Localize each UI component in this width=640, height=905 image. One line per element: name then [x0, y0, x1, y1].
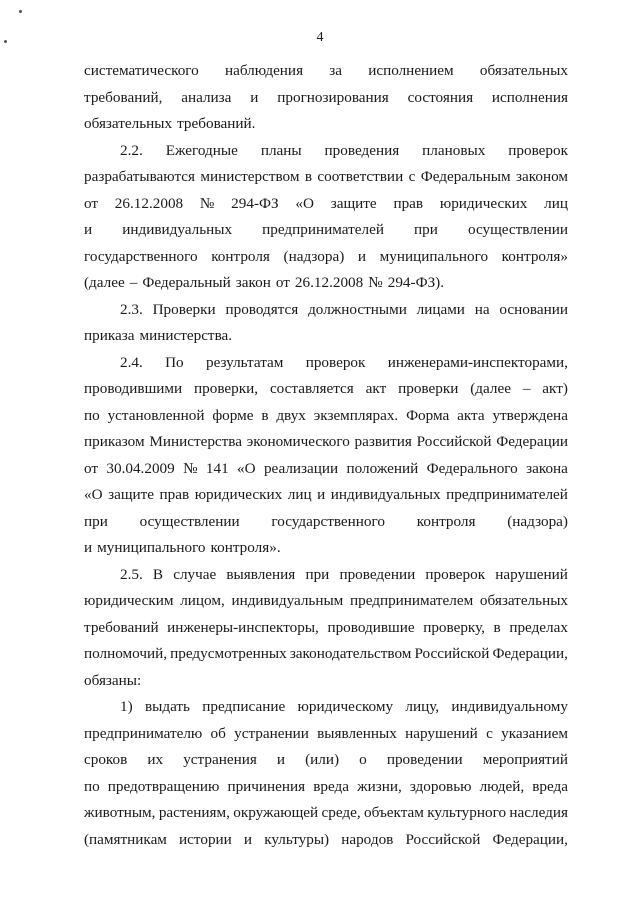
word: В	[152, 565, 164, 583]
word: 294-ФЗ).	[387, 274, 445, 291]
word: и	[357, 247, 367, 265]
word: случае	[173, 565, 217, 583]
word: Федерации	[496, 433, 568, 450]
word: проверок	[425, 565, 486, 583]
word: защите	[108, 486, 155, 503]
word: в	[493, 618, 501, 636]
word: (памятникам	[84, 830, 167, 848]
word: 2.2.	[120, 141, 143, 159]
word: приказа	[84, 327, 135, 344]
word: указанием	[501, 724, 568, 742]
word: закона	[526, 459, 568, 477]
word: №	[199, 194, 215, 212]
word: проверок	[305, 353, 366, 371]
word: проводившие	[327, 618, 415, 636]
word: проведении	[339, 565, 416, 583]
text-line	[84, 668, 568, 695]
text-line	[84, 456, 568, 483]
word: состояния	[407, 88, 474, 106]
text-line	[84, 270, 568, 297]
word: осуществлении	[468, 221, 568, 238]
word: и	[84, 539, 93, 556]
word: «О	[84, 486, 103, 503]
word: соответствии	[317, 168, 404, 185]
word: основании	[499, 300, 568, 318]
word: 26.12.2008	[114, 194, 184, 212]
word: при	[305, 565, 330, 583]
word: экономического	[246, 433, 350, 450]
word: (надзора)	[507, 512, 568, 530]
word: объектам	[364, 804, 424, 821]
word: проведении	[386, 751, 463, 768]
word: индивидуальных	[330, 486, 441, 503]
word: животным,	[84, 804, 156, 821]
word: требований,	[84, 88, 163, 106]
text-line	[84, 58, 568, 85]
text-line	[84, 774, 568, 801]
word: результатам	[205, 353, 284, 371]
text-line	[84, 535, 568, 562]
word: Российской	[414, 645, 490, 662]
document-body	[84, 58, 568, 853]
word: инженерами-инспекторами,	[387, 353, 568, 371]
scan-speck	[19, 10, 22, 13]
word: проверок	[508, 141, 568, 159]
word: требований.	[177, 115, 256, 132]
word: 2.4.	[120, 353, 143, 371]
word: индивидуальному	[451, 698, 568, 715]
word: 2.3.	[120, 300, 143, 318]
word: и	[317, 486, 326, 503]
word: акт)	[542, 380, 568, 397]
text-line	[84, 191, 568, 218]
word: от	[84, 459, 99, 477]
word: Российской	[405, 830, 481, 848]
word: Министерства	[149, 433, 243, 450]
text-line	[84, 164, 568, 191]
text-line	[84, 138, 568, 165]
text-line	[84, 85, 568, 112]
word: Федерации,	[492, 645, 568, 662]
word: форме	[212, 406, 254, 424]
word: выявления	[226, 565, 296, 583]
word: выявленных	[317, 724, 397, 742]
word: предпринимателю	[84, 724, 203, 742]
word: мероприятий	[482, 751, 568, 768]
word: прав	[159, 486, 190, 503]
word: акта	[457, 406, 485, 424]
word: при	[414, 221, 438, 238]
word: на	[474, 300, 490, 318]
word: развития	[354, 433, 412, 450]
text-line	[84, 509, 568, 536]
word: выдать	[144, 698, 190, 715]
word: обязательных	[479, 592, 568, 609]
word: 294-ФЗ	[231, 194, 279, 212]
text-line	[84, 800, 568, 827]
word: об	[210, 724, 226, 742]
word: причинения	[227, 777, 306, 795]
text-line	[84, 588, 568, 615]
word: с	[486, 724, 493, 742]
word: –	[129, 274, 138, 291]
word: муниципального	[97, 539, 206, 556]
word: защите	[330, 194, 377, 212]
word: истории	[179, 830, 232, 848]
word: в	[261, 406, 269, 424]
word: «О	[237, 459, 256, 477]
word: сроков	[84, 751, 128, 768]
word: Ежегодные	[165, 141, 238, 159]
word: плановых	[422, 141, 486, 159]
word: исполнения	[491, 88, 568, 106]
text-line	[84, 721, 568, 748]
word: инженеры-инспекторы,	[167, 618, 319, 636]
word: вреда	[313, 777, 350, 795]
word: (надзора)	[283, 247, 345, 265]
word: анализа	[181, 88, 232, 106]
word: планы	[260, 141, 302, 159]
text-line	[84, 482, 568, 509]
word: жизни,	[357, 777, 402, 795]
word: экземплярах.	[313, 406, 399, 424]
word: Форма	[406, 406, 450, 424]
word: по	[84, 777, 100, 795]
text-line	[84, 429, 568, 456]
text-line	[84, 350, 568, 377]
text-line	[84, 244, 568, 271]
word: проводившими	[84, 380, 183, 397]
text-line	[84, 615, 568, 642]
word: государственного	[271, 512, 385, 530]
word: Проверки	[152, 300, 216, 318]
word: положений	[346, 459, 419, 477]
text-line	[84, 376, 568, 403]
word: По	[165, 353, 184, 371]
word: предпринимателей	[446, 486, 568, 503]
word: и	[276, 751, 286, 768]
word: среде,	[321, 804, 361, 821]
word: лицами	[416, 300, 465, 318]
word: осуществлении	[139, 512, 240, 530]
word: акт	[365, 380, 387, 397]
text-line	[84, 747, 568, 774]
word: юридических	[439, 194, 528, 212]
text-line	[84, 641, 568, 668]
word: растениям,	[158, 804, 230, 821]
word: проводятся	[225, 300, 299, 318]
word: и	[243, 830, 253, 848]
word: 2.5.	[120, 565, 143, 583]
word: проверку,	[423, 618, 485, 636]
word: контроля»	[501, 247, 568, 265]
word: нарушений	[405, 724, 478, 742]
word: обязательных	[84, 115, 173, 132]
word: 141	[205, 459, 229, 477]
text-line	[84, 827, 568, 854]
word: требований	[84, 618, 159, 636]
text-line	[84, 694, 568, 721]
word: контроля	[416, 512, 476, 530]
word: министерства.	[139, 327, 233, 344]
word: муниципального	[379, 247, 489, 265]
word: реализации	[263, 459, 339, 477]
word: должностными	[308, 300, 407, 318]
word: проверки	[398, 380, 459, 397]
word: приказом	[84, 433, 145, 450]
word: юридических	[194, 486, 283, 503]
word: юридическим	[84, 592, 174, 609]
word: предусмотренных	[170, 645, 287, 662]
word: утверждена	[492, 406, 568, 424]
word: проверки,	[194, 380, 259, 397]
word: –	[522, 380, 531, 397]
text-line	[84, 323, 568, 350]
word: вреда	[532, 777, 568, 795]
word: законодательством	[289, 645, 412, 662]
word: народов	[341, 830, 394, 848]
word: о	[359, 751, 367, 768]
word: проведения	[324, 141, 400, 159]
word: пределах	[509, 618, 568, 636]
word: юридическому	[297, 698, 394, 715]
text-line	[84, 111, 568, 138]
word: 1)	[120, 698, 133, 715]
word: прогнозирования	[277, 88, 389, 106]
word: индивидуальным	[231, 592, 344, 609]
word: окружающей	[233, 804, 319, 821]
word: №	[368, 274, 383, 291]
word: исполнением	[368, 62, 454, 79]
word: систематического	[84, 62, 199, 79]
word: полномочий,	[84, 645, 168, 662]
word: и	[250, 88, 259, 106]
word: двух	[276, 406, 306, 424]
word: Федеральный	[142, 274, 231, 291]
word: «О	[295, 194, 314, 212]
word: разрабатываются	[84, 168, 195, 185]
text-line	[84, 403, 568, 430]
word: министерством	[200, 168, 300, 185]
word: от	[275, 274, 290, 291]
word: людей,	[479, 777, 525, 795]
word: при	[84, 512, 108, 530]
word: культурного	[427, 804, 507, 821]
word: №	[183, 459, 198, 477]
word: (далее	[84, 274, 125, 291]
word: лиц	[287, 486, 312, 503]
word: предпринимателем	[349, 592, 474, 609]
word: контроля».	[210, 539, 281, 556]
word: контроля	[211, 247, 270, 265]
word: законом	[516, 168, 568, 185]
word: индивидуальных	[122, 221, 233, 238]
word: предотвращению	[107, 777, 220, 795]
word: лицу,	[405, 698, 440, 715]
word: культуры)	[264, 830, 330, 848]
word: предпринимателей	[262, 221, 384, 238]
word: и	[84, 221, 93, 238]
word: прав	[393, 194, 424, 212]
word: (далее	[470, 380, 511, 397]
word: закон	[235, 274, 271, 291]
word: по	[84, 406, 100, 424]
word: их	[147, 751, 164, 768]
word: с	[408, 168, 416, 185]
word: государственного	[84, 247, 198, 265]
word: за	[329, 62, 343, 79]
word: обязательных	[479, 62, 568, 79]
word: устранении	[234, 724, 309, 742]
text-line	[84, 217, 568, 244]
word: обязаны:	[84, 671, 142, 689]
word: Российской	[416, 433, 492, 450]
text-line	[84, 562, 568, 589]
word: лиц	[544, 194, 568, 212]
word: Федерации,	[492, 830, 568, 848]
word: (или)	[305, 751, 340, 768]
word: установленной	[107, 406, 205, 424]
word: лицом,	[180, 592, 225, 609]
word: нарушений	[495, 565, 568, 583]
word: от	[84, 194, 99, 212]
text-line	[84, 297, 568, 324]
word: наблюдения	[224, 62, 304, 79]
word: в	[304, 168, 312, 185]
word: 30.04.2009	[106, 459, 175, 477]
word: 26.12.2008	[294, 274, 364, 291]
page-number: 4	[316, 30, 324, 45]
word: наследия	[509, 804, 568, 821]
word: Федерального	[426, 459, 518, 477]
word: устранения	[183, 751, 257, 768]
word: здоровью	[409, 777, 472, 795]
word: Федеральным	[420, 168, 511, 185]
word: предписание	[202, 698, 286, 715]
word: составляется	[269, 380, 354, 397]
